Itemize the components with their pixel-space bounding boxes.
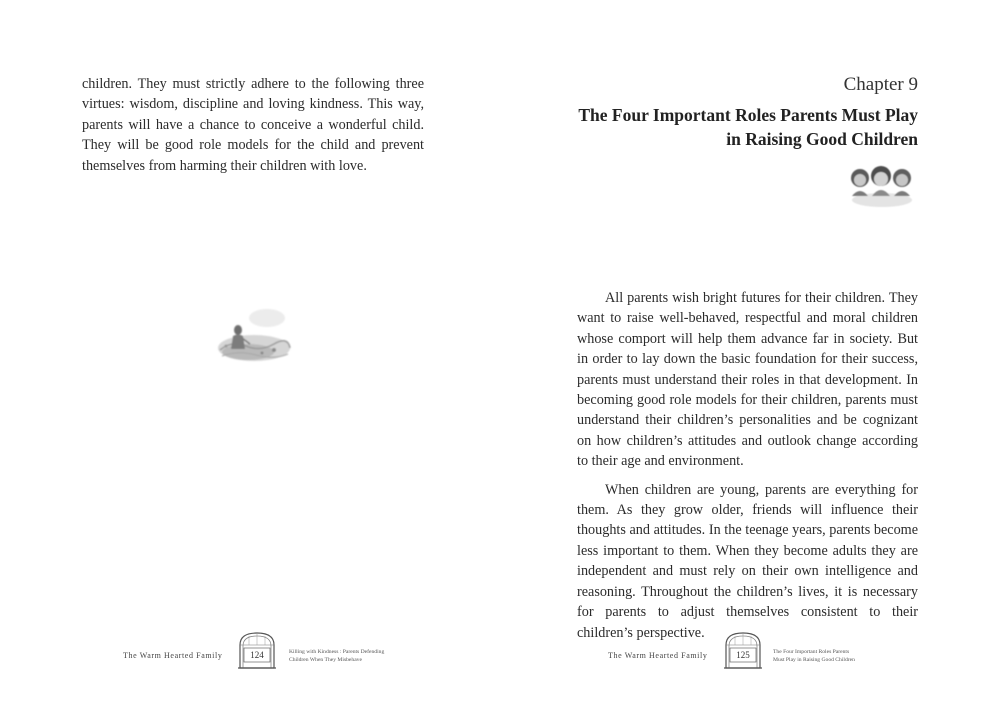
chapter-title: The Four Important Roles Parents Must Play in Raising Good Children [578, 105, 918, 149]
section-title-footer: The Four Important Roles Parents Must Play in Raising Good Children [773, 649, 855, 663]
child-in-field-illustration [212, 300, 294, 370]
chapter-number: Chapter 9 [843, 74, 918, 95]
page-number: 125 [736, 650, 750, 660]
page-number: 124 [250, 650, 264, 660]
left-page-body [82, 74, 424, 176]
paragraph-2: When children are young, parents are everything for them. As they grow older, friends will influence their thoughts and attitudes. In the teenage years, parents become less important to them. When they become adults they are independent and must rely on their own intelligence and reasoning. Throughout the children’s lives, it is necessary for parents to adjust themselves consistent to their children’s perspective. [577, 481, 919, 641]
book-title-footer: The Warm Hearted Family [123, 651, 223, 660]
paragraph-1: All parents wish bright futures for their children. They want to raise well-behaved, respectful and moral children whose comport will help them advance far in society. But in order to lay down the basic foundation for their success, parents must understand their roles in that development. In becoming good role models for their children, parents must understand their children’s personalities and be cognizant on how children’s attitudes and outlook change according to their age and environment. [577, 290, 919, 470]
three-children-illustration [844, 152, 918, 212]
section-title-footer: Killing with Kindness : Parents Defending Children When They Misbehave [289, 649, 385, 663]
right-page-body [577, 288, 918, 643]
book-title-footer: The Warm Hearted Family [608, 651, 708, 660]
page-number-badge [237, 631, 277, 669]
page-number-badge [723, 631, 763, 669]
left-page-paragraph: children. They must strictly adhere to the following three virtues: wisdom, discipline and loving kindness. This way, parents will have a chance to conceive a wonderful child. They will be good role models for the child and prevent themselves from harming their children with love. [82, 76, 424, 174]
